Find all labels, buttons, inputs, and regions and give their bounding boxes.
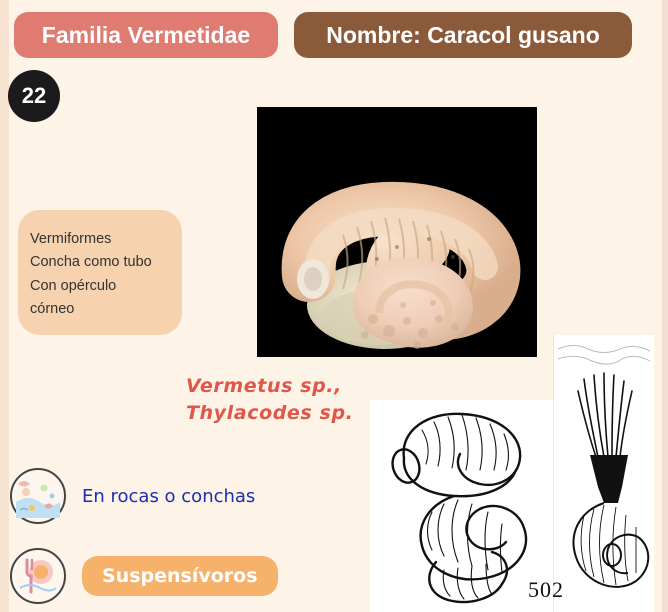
- fork-plate-icon: [10, 548, 66, 604]
- feature-line-2: Concha como tubo: [30, 254, 152, 271]
- feeding-label: Suspensívoros: [82, 556, 278, 596]
- species-line-1: Vermetus sp.,: [186, 375, 342, 397]
- line-drawing-side: [553, 335, 654, 612]
- rocks-shells-icon: [10, 468, 66, 524]
- feature-line-4: córneo: [30, 301, 75, 318]
- feature-line-1: Vermiformes: [30, 231, 112, 247]
- shell-photo: [257, 107, 537, 357]
- right-edge-strip: [662, 0, 668, 612]
- feature-line-3: Con opérculo: [30, 277, 117, 294]
- item-number-badge: 22: [8, 70, 60, 122]
- species-line-2: Thylacodes sp.: [186, 401, 354, 424]
- line-drawing-side-graphic: [554, 335, 654, 612]
- species-names: [186, 373, 353, 427]
- common-name-pill: Nombre: Caracol gusano: [294, 12, 632, 58]
- habitat-label: En rocas o conchas: [82, 485, 256, 507]
- feeding-row: [10, 548, 278, 604]
- family-pill: Familia Vermetidae: [14, 12, 278, 58]
- habitat-row: [10, 468, 255, 524]
- shell-photo-graphic: [257, 107, 537, 357]
- features-box: [18, 210, 182, 335]
- figure-number: 502: [528, 577, 564, 602]
